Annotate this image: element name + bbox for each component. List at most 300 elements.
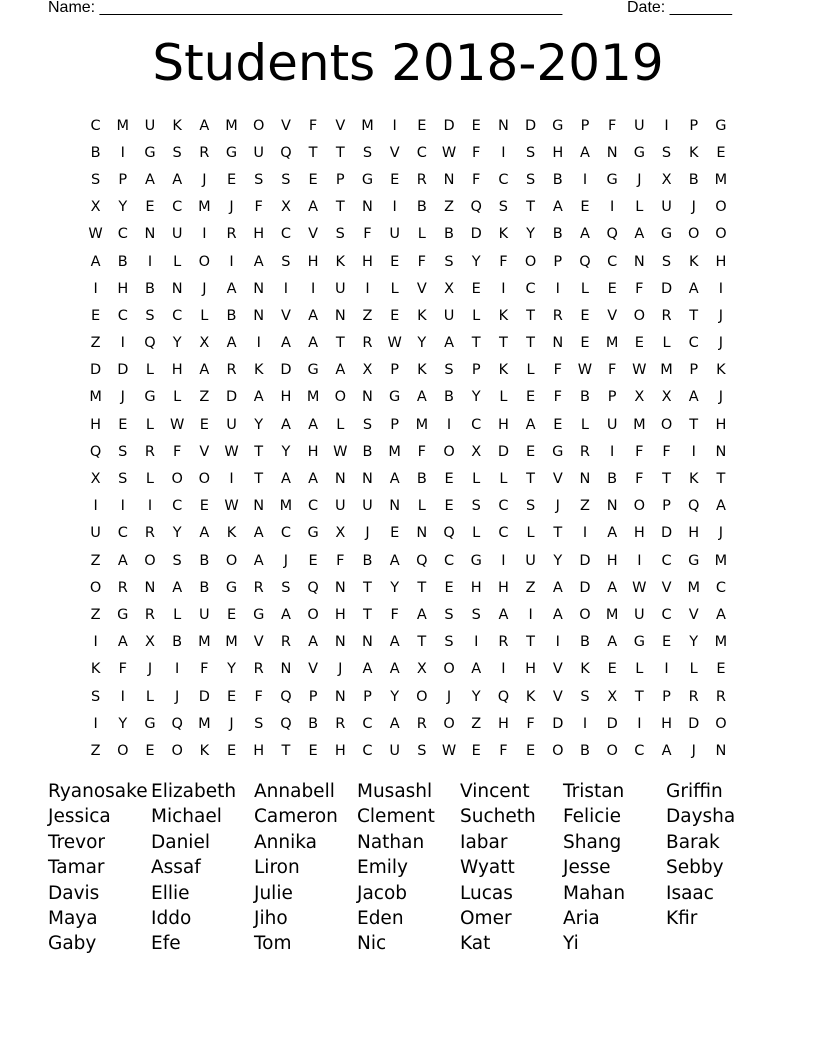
grid-letter: H: [470, 579, 482, 596]
word-list-item: Tom: [254, 933, 292, 955]
grid-letter: B: [552, 226, 563, 243]
grid-letter: L: [145, 416, 155, 433]
grid-letter: P: [607, 389, 617, 406]
grid-letter: A: [471, 661, 482, 678]
word-list-item: Assaf: [151, 857, 201, 879]
grid-letter: R: [253, 661, 264, 678]
grid-letter: S: [525, 144, 536, 161]
grid-letter: B: [416, 199, 427, 216]
grid-letter: L: [499, 471, 508, 488]
grid-letter: L: [526, 362, 535, 379]
grid-letter: F: [526, 715, 535, 732]
grid-letter: S: [281, 171, 291, 188]
grid-letter: T: [689, 416, 699, 433]
grid-letter: H: [253, 742, 265, 759]
grid-letter: F: [363, 226, 372, 243]
grid-letter: S: [444, 253, 454, 270]
grid-letter: I: [120, 498, 125, 515]
grid-letter: I: [120, 688, 125, 705]
grid-letter: Y: [227, 661, 236, 678]
grid-letter: M: [388, 443, 401, 460]
grid-letter: R: [498, 634, 509, 651]
grid-letter: I: [474, 634, 479, 651]
grid-letter: C: [416, 144, 427, 161]
grid-letter: I: [93, 280, 98, 297]
grid-letter: Y: [254, 416, 264, 433]
grid-letter: K: [498, 307, 509, 324]
grid-letter: N: [144, 579, 156, 596]
grid-letter: T: [553, 525, 563, 542]
grid-letter: A: [253, 552, 264, 569]
grid-letter: D: [660, 280, 673, 297]
grid-letter: E: [580, 307, 590, 324]
grid-letter: M: [116, 117, 130, 134]
grid-letter: D: [579, 579, 591, 596]
grid-letter: J: [718, 389, 724, 406]
grid-letter: N: [633, 253, 645, 270]
grid-letter: A: [661, 742, 672, 759]
grid-letter: J: [202, 280, 207, 297]
grid-letter: B: [308, 715, 319, 732]
grid-letter: R: [144, 443, 155, 460]
grid-letter: U: [606, 416, 618, 433]
grid-letter: T: [417, 634, 427, 651]
grid-letter: S: [661, 253, 672, 270]
grid-letter: T: [526, 199, 536, 216]
grid-letter: H: [334, 606, 346, 623]
grid-letter: E: [226, 742, 237, 759]
grid-letter: J: [718, 307, 724, 324]
grid-letter: S: [525, 171, 536, 188]
grid-letter: Y: [118, 715, 128, 732]
grid-letter: O: [688, 226, 700, 243]
grid-letter: P: [363, 688, 372, 705]
grid-letter: Y: [118, 199, 128, 216]
grid-letter: F: [390, 606, 399, 623]
grid-letter: A: [715, 498, 726, 515]
grid-letter: I: [664, 117, 669, 134]
grid-letter: D: [688, 715, 700, 732]
grid-letter: F: [635, 443, 644, 460]
grid-letter: F: [172, 443, 182, 460]
grid-letter: S: [118, 471, 128, 488]
grid-letter: L: [173, 606, 182, 623]
grid-letter: X: [90, 471, 101, 488]
grid-letter: H: [715, 416, 727, 433]
grid-letter: W: [441, 742, 457, 759]
grid-letter: J: [202, 171, 207, 188]
grid-letter: B: [362, 443, 373, 460]
grid-letter: O: [198, 253, 211, 270]
word-list: [48, 779, 769, 957]
grid-letter: U: [90, 525, 101, 542]
grid-letter: N: [443, 171, 455, 188]
grid-letter: V: [552, 688, 563, 705]
grid-letter: C: [661, 606, 672, 623]
grid-letter: T: [498, 335, 508, 352]
grid-letter: E: [145, 742, 155, 759]
grid-letter: S: [580, 688, 590, 705]
grid-letter: W: [632, 579, 647, 596]
grid-letter: I: [310, 280, 316, 297]
grid-letter: W: [632, 362, 647, 379]
grid-letter: N: [552, 335, 564, 352]
grid-letter: I: [501, 552, 506, 569]
word-list-item: Aria: [563, 907, 600, 929]
grid-letter: F: [635, 471, 644, 488]
grid-letter: M: [714, 171, 728, 188]
grid-letter: I: [120, 144, 125, 161]
grid-letter: T: [335, 199, 345, 216]
grid-letter: F: [499, 253, 508, 270]
grid-letter: M: [361, 117, 374, 134]
grid-letter: A: [389, 634, 400, 651]
grid-letter: C: [308, 498, 319, 515]
word-list-item: Davis: [48, 882, 100, 904]
grid-letter: S: [254, 171, 264, 188]
word-list-item: Omer: [460, 907, 512, 929]
grid-letter: H: [117, 280, 129, 297]
grid-letter: S: [90, 171, 101, 188]
grid-letter: E: [390, 525, 400, 542]
grid-letter: P: [689, 362, 699, 379]
grid-letter: H: [307, 253, 319, 270]
grid-letter: I: [610, 199, 615, 216]
word-list-item: Clement: [357, 806, 435, 828]
grid-letter: O: [253, 117, 265, 134]
grid-letter: B: [688, 171, 699, 188]
grid-letter: A: [389, 471, 400, 488]
grid-letter: A: [172, 579, 183, 596]
grid-letter: W: [88, 226, 103, 243]
grid-letter: A: [607, 525, 618, 542]
grid-letter: L: [499, 389, 508, 406]
grid-letter: O: [171, 742, 183, 759]
grid-letter: N: [362, 471, 373, 488]
grid-letter: R: [226, 226, 237, 243]
grid-letter: O: [117, 742, 129, 759]
grid-letter: A: [308, 307, 319, 324]
grid-letter: Q: [307, 579, 319, 596]
grid-letter: W: [224, 498, 239, 515]
grid-letter: C: [607, 253, 618, 270]
word-list-item: Felicie: [563, 806, 621, 828]
grid-letter: I: [120, 335, 125, 352]
grid-letter: R: [199, 144, 210, 161]
grid-letter: C: [117, 525, 128, 542]
grid-letter: T: [335, 144, 345, 161]
grid-letter: N: [715, 742, 727, 759]
grid-letter: S: [362, 416, 373, 433]
grid-letter: F: [553, 389, 562, 406]
grid-letter: E: [308, 552, 318, 569]
grid-letter: J: [147, 661, 153, 678]
grid-letter: A: [389, 715, 400, 732]
grid-letter: M: [89, 389, 102, 406]
grid-letter: C: [471, 416, 482, 433]
grid-letter: G: [253, 606, 265, 623]
grid-letter: L: [390, 280, 399, 297]
grid-letter: U: [334, 280, 346, 297]
grid-letter: J: [283, 552, 289, 569]
grid-letter: A: [172, 171, 183, 188]
grid-letter: C: [634, 742, 645, 759]
grid-letter: S: [525, 498, 536, 515]
grid-letter: G: [225, 144, 238, 161]
grid-letter: P: [471, 362, 481, 379]
grid-letter: F: [662, 443, 671, 460]
grid-letter: F: [308, 117, 318, 134]
word-list-item: Jessica: [48, 806, 111, 828]
grid-letter: Q: [470, 199, 482, 216]
grid-letter: S: [281, 253, 291, 270]
grid-letter: C: [280, 226, 291, 243]
grid-letter: X: [471, 443, 482, 460]
grid-letter: B: [199, 552, 210, 569]
grid-letter: U: [661, 199, 672, 216]
word-list-item: [666, 931, 769, 956]
word-list-item: Iabar: [460, 831, 508, 853]
grid-letter: B: [552, 171, 563, 188]
grid-letter: Y: [417, 335, 427, 352]
grid-letter: Q: [280, 715, 292, 732]
grid-letter: S: [362, 144, 373, 161]
grid-letter: K: [199, 742, 210, 759]
grid-letter: I: [392, 199, 397, 216]
grid-letter: A: [199, 117, 210, 134]
word-list-item: Iddo: [151, 907, 192, 929]
grid-letter: Z: [525, 579, 536, 596]
grid-letter: H: [552, 144, 564, 161]
grid-letter: O: [334, 389, 346, 406]
grid-letter: H: [606, 552, 618, 569]
grid-letter: R: [416, 715, 427, 732]
grid-letter: B: [362, 552, 373, 569]
grid-letter: J: [691, 742, 696, 759]
grid-letter: I: [93, 498, 98, 515]
grid-letter: S: [498, 199, 509, 216]
grid-letter: W: [169, 416, 185, 433]
word-list-item: Musashl: [357, 781, 433, 802]
word-list-item: Maya: [48, 907, 98, 929]
grid-letter: T: [471, 335, 481, 352]
word-list-item: Efe: [151, 933, 181, 955]
grid-letter: S: [335, 226, 345, 243]
grid-letter: K: [580, 661, 590, 678]
grid-letter: A: [308, 335, 319, 352]
grid-letter: E: [716, 661, 726, 678]
grid-letter: E: [661, 634, 672, 651]
grid-letter: S: [444, 634, 454, 651]
grid-letter: N: [606, 144, 618, 161]
grid-letter: V: [280, 117, 291, 134]
grid-letter: F: [417, 443, 427, 460]
word-list-item: Jacob: [357, 882, 408, 904]
grid-letter: L: [145, 471, 155, 488]
grid-letter: N: [334, 688, 346, 705]
word-list-item: Tristan: [563, 781, 625, 802]
grid-letter: A: [90, 253, 101, 270]
grid-letter: L: [472, 471, 481, 488]
word-list-item: Kfir: [666, 907, 698, 929]
grid-letter: V: [607, 307, 618, 324]
grid-letter: V: [199, 443, 210, 460]
grid-letter: D: [606, 715, 618, 732]
grid-letter: A: [552, 579, 563, 596]
grid-letter: T: [308, 144, 318, 161]
grid-letter: A: [253, 525, 264, 542]
grid-letter: I: [610, 443, 615, 460]
grid-letter: D: [552, 715, 564, 732]
word-list-item: Cameron: [254, 806, 338, 828]
grid-letter: Z: [580, 498, 590, 515]
grid-letter: I: [582, 715, 588, 732]
word-list-item: Griffin: [666, 781, 723, 802]
grid-letter: I: [582, 171, 588, 188]
grid-letter: S: [118, 443, 128, 460]
grid-letter: M: [605, 606, 619, 623]
grid-letter: V: [308, 661, 319, 678]
grid-letter: S: [145, 307, 155, 324]
grid-letter: K: [688, 253, 699, 270]
grid-letter: E: [226, 606, 237, 623]
grid-letter: M: [660, 362, 673, 379]
grid-letter: G: [307, 525, 319, 542]
grid-letter: T: [363, 606, 372, 623]
grid-letter: G: [715, 117, 727, 134]
grid-letter: V: [308, 226, 319, 243]
word-list-item: Annabell: [254, 781, 335, 802]
grid-letter: C: [362, 715, 373, 732]
grid-letter: F: [472, 171, 481, 188]
grid-letter: N: [416, 525, 428, 542]
grid-letter: R: [144, 606, 155, 623]
word-list-item: Ellie: [151, 882, 190, 904]
grid-letter: E: [444, 498, 454, 515]
grid-letter: Q: [606, 226, 618, 243]
grid-letter: M: [633, 416, 646, 433]
grid-letter: U: [634, 117, 645, 134]
grid-letter: X: [362, 362, 373, 379]
grid-letter: W: [224, 443, 239, 460]
grid-letter: B: [607, 471, 618, 488]
grid-letter: Y: [553, 552, 563, 569]
grid-letter: J: [229, 715, 234, 732]
grid-letter: E: [226, 688, 237, 705]
grid-letter: A: [634, 226, 645, 243]
grid-letter: W: [333, 443, 348, 460]
page-title: Students 2018-2019: [152, 34, 664, 92]
grid-letter: I: [718, 280, 724, 297]
word-list-item: Annika: [254, 831, 317, 853]
grid-letter: M: [714, 634, 728, 651]
grid-letter: L: [417, 498, 426, 515]
word-list-item: Michael: [151, 806, 222, 828]
grid-letter: L: [662, 335, 671, 352]
grid-letter: I: [528, 606, 533, 623]
grid-letter: A: [715, 606, 726, 623]
grid-letter: B: [444, 389, 454, 406]
grid-letter: E: [444, 471, 454, 488]
grid-letter: L: [526, 525, 535, 542]
grid-letter: N: [362, 199, 373, 216]
grid-letter: Z: [90, 606, 101, 623]
grid-letter: I: [147, 498, 153, 515]
grid-letter: I: [365, 280, 370, 297]
grid-letter: A: [199, 525, 210, 542]
grid-letter: A: [253, 389, 264, 406]
grid-letter: E: [716, 144, 726, 161]
grid-letter: V: [661, 579, 672, 596]
grid-letter: A: [117, 634, 128, 651]
grid-letter: E: [526, 443, 536, 460]
grid-letter: A: [607, 634, 618, 651]
word-list-item: Elizabeth: [151, 781, 237, 802]
grid-letter: A: [688, 389, 699, 406]
grid-letter: O: [715, 199, 727, 216]
word-list-item: Wyatt: [460, 857, 515, 879]
grid-letter: M: [225, 634, 238, 651]
grid-letter: K: [688, 144, 699, 161]
grid-letter: I: [93, 715, 98, 732]
grid-letter: F: [499, 742, 508, 759]
grid-letter: R: [335, 715, 346, 732]
grid-letter: T: [335, 335, 345, 352]
grid-letter: F: [336, 552, 345, 569]
grid-letter: P: [662, 498, 671, 515]
grid-letter: O: [606, 742, 618, 759]
grid-letter: A: [416, 606, 427, 623]
grid-letter: G: [606, 171, 618, 188]
grid-letter: T: [281, 742, 291, 759]
grid-letter: U: [389, 226, 400, 243]
grid-letter: C: [498, 525, 509, 542]
grid-letter: D: [198, 688, 210, 705]
grid-letter: T: [526, 634, 536, 651]
grid-letter: A: [688, 280, 699, 297]
grid-letter: R: [144, 525, 155, 542]
grid-letter: B: [226, 307, 237, 324]
grid-letter: N: [362, 389, 373, 406]
grid-letter: V: [416, 280, 427, 297]
grid-letter: C: [280, 525, 291, 542]
grid-letter: Y: [471, 389, 481, 406]
word-list-item: Isaac: [666, 882, 714, 904]
grid-letter: B: [579, 634, 590, 651]
grid-letter: Y: [172, 335, 182, 352]
grid-letter: A: [145, 171, 155, 188]
grid-letter: R: [579, 443, 590, 460]
grid-letter: B: [90, 144, 101, 161]
letter-grid: [82, 112, 735, 765]
word-list-item: Ryanosake: [48, 781, 148, 802]
grid-letter: A: [226, 335, 237, 352]
grid-letter: E: [526, 742, 536, 759]
word-list-item: Trevor: [48, 831, 106, 853]
grid-letter: K: [498, 362, 509, 379]
word-list-item: Julie: [254, 882, 293, 904]
word-list-item: Daniel: [151, 831, 210, 853]
grid-letter: T: [254, 471, 264, 488]
grid-letter: P: [689, 117, 699, 134]
grid-letter: R: [117, 579, 128, 596]
grid-letter: H: [362, 253, 373, 270]
grid-letter: T: [526, 335, 536, 352]
grid-letter: B: [444, 226, 454, 243]
grid-letter: M: [279, 498, 293, 515]
grid-letter: V: [280, 307, 291, 324]
grid-letter: O: [89, 579, 102, 596]
